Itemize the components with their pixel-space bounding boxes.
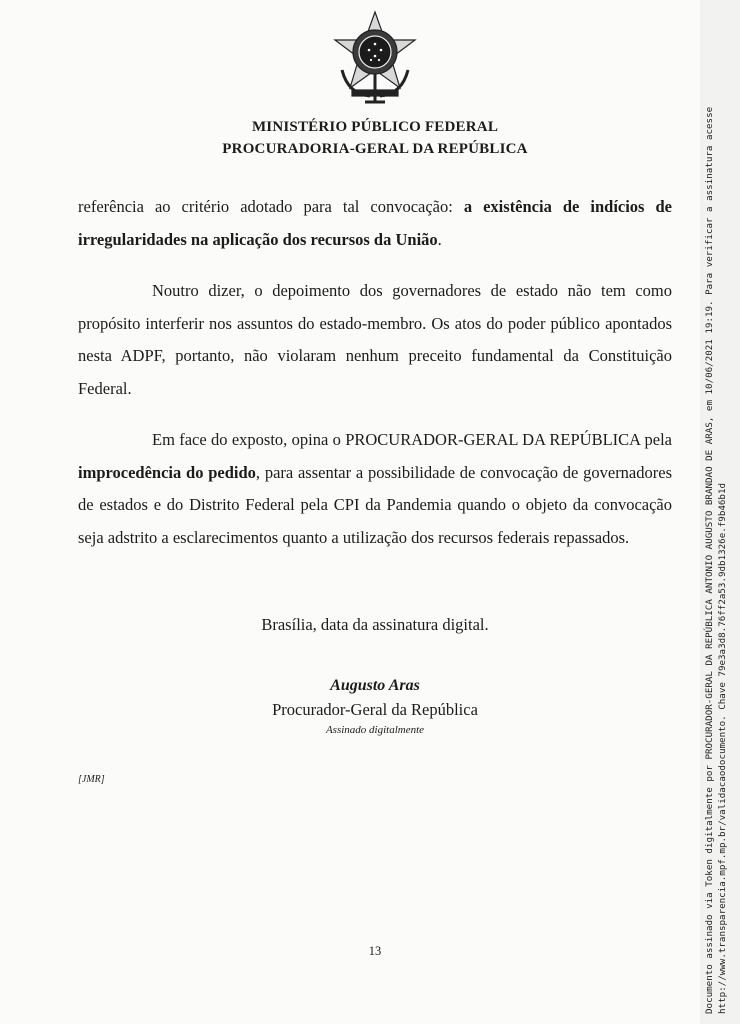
paragraph-opinion-text: Em face do exposto, opina o PROCURADOR-GERAL DA REPÚBLICA pela [152,430,672,449]
paragraph-reasoning: Noutro dizer, o depoimento dos governadores de estado não tem como propósito interferir nos assuntos do estado-membro. Os atos do poder público apontados nesta ADPF, portanto, não violaram nenhum preceito fundamental da Constituição Federal. [78,281,672,398]
place-date: Brasília, data da assinatura digital. [261,615,489,634]
digital-signature-margin [700,0,740,1024]
signed-digitally-note: Assinado digitalmente [325,724,425,736]
institution-department: PROCURADORIA-GERAL DA REPÚBLICA [222,141,528,157]
paragraph-criteria [78,191,672,256]
paragraph-criteria-emphasis: a existência de indícios de irregularidades na aplicação dos recursos da União [78,197,672,249]
author-initials: [JMR] [78,774,105,785]
signer-name: Augusto Aras [330,677,420,694]
institution-name: MINISTÉRIO PÚBLICO FEDERAL [251,119,499,135]
brazil-coat-of-arms-icon [330,10,420,106]
paragraph-opinion-emphasis: improcedência do pedido [78,462,256,482]
paragraph-criteria-end: . [437,229,442,249]
signature-stamp-line-2: http://www.transparencia.mpf.mp.br/validacaodocumento. Chave 79e3a3d8.76ff2a53.9db1326e.f9b46b1d [717,482,728,1014]
paragraph-criteria-text: referência ao critério adotado para tal convocação: [78,197,464,216]
page-number: 13 [368,944,382,958]
paragraph-opinion [78,424,672,554]
signer-role: Procurador-Geral da República [272,700,478,719]
paragraph-opinion-end: , para assentar a possibilidade de convocação de governadores de estados e do Distrito Federal pela CPI da Pandemia quando o objeto da convocação seja adstrito a esclarecimentos quanto a utilização dos recursos federais repassados. [78,462,672,547]
signature-stamp-line-1: Documento assinado via Token digitalmente por PROCURADOR-GERAL DA REPÚBLICA ANTONIO AUGUSTO BRANDAO DE ARAS, em 10/06/2021 19:19. Para verificar a assinatura acesse [704,106,715,1014]
digital-signature-stamp [703,107,729,1014]
